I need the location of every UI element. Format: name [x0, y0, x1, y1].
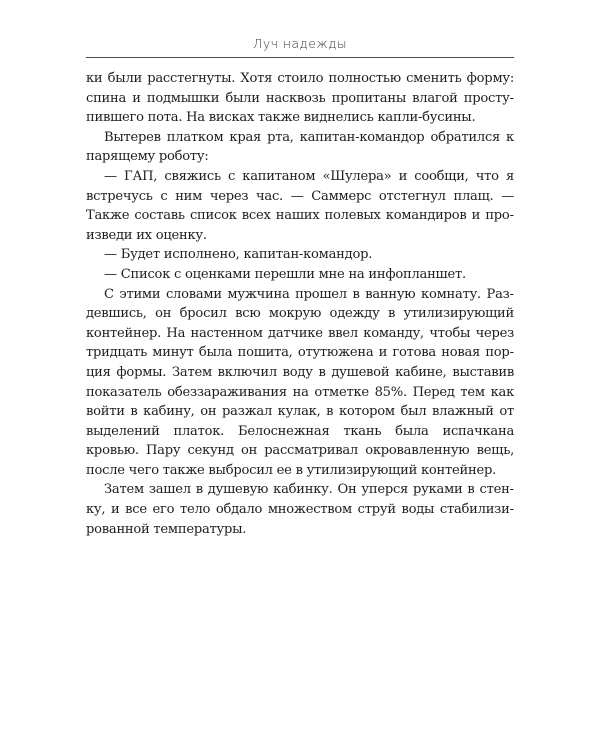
paragraph-dialogue: — ГАП, свяжись с капитаном «Шулера» и сообщи, что я встречусь с ним через час. — Саммерс отстегнул плащ. — Также составь список всех наших полевых командиров и произведи их оценку.: [86, 168, 514, 243]
paragraph-dialogue: — Будет исполнено, капитан-командор.: [104, 247, 373, 263]
paragraph: Вытерев платком края рта, капитан-командор обратился к парящему роботу:: [86, 129, 514, 165]
paragraph: Затем зашел в душевую кабинку. Он уперся руками в стенку, и все его тело обдало множеством струй воды стабилизированной температуры.: [86, 482, 514, 537]
paragraph-continued: ки были расстегнуты. Хотя стоило полностью сменить форму: спина и подмышки были насквозь пропитаны влагой проступившего пота. На висках также виднелись капли-бусины.: [86, 71, 514, 126]
header-rule: [86, 57, 514, 58]
paragraph: С этими словами мужчина прошел в ванную комнату. Раздевшись, он бросил всю мокрую одежду в утилизирующий контейнер. На настенном датчике ввел команду, чтобы через тридцать минут была пошита, отутюжена и готова новая порция формы. Затем включил воду в душевой кабине, выставив показатель обеззараживания на отметке 85%. Перед тем как войти в кабину, он разжал кулак, в котором был влажный от выделений платок. Белоснежная ткань была испачкана кровью. Пару секунд он рассматривал окровавленную вещь, после чего также выбросил ее в утилизирующий контейнер.: [86, 286, 514, 478]
body-text: [86, 69, 514, 539]
running-header: Луч надежды: [253, 36, 347, 51]
paragraph-dialogue: — Список с оценками перешли мне на инфопланшет.: [104, 266, 466, 282]
